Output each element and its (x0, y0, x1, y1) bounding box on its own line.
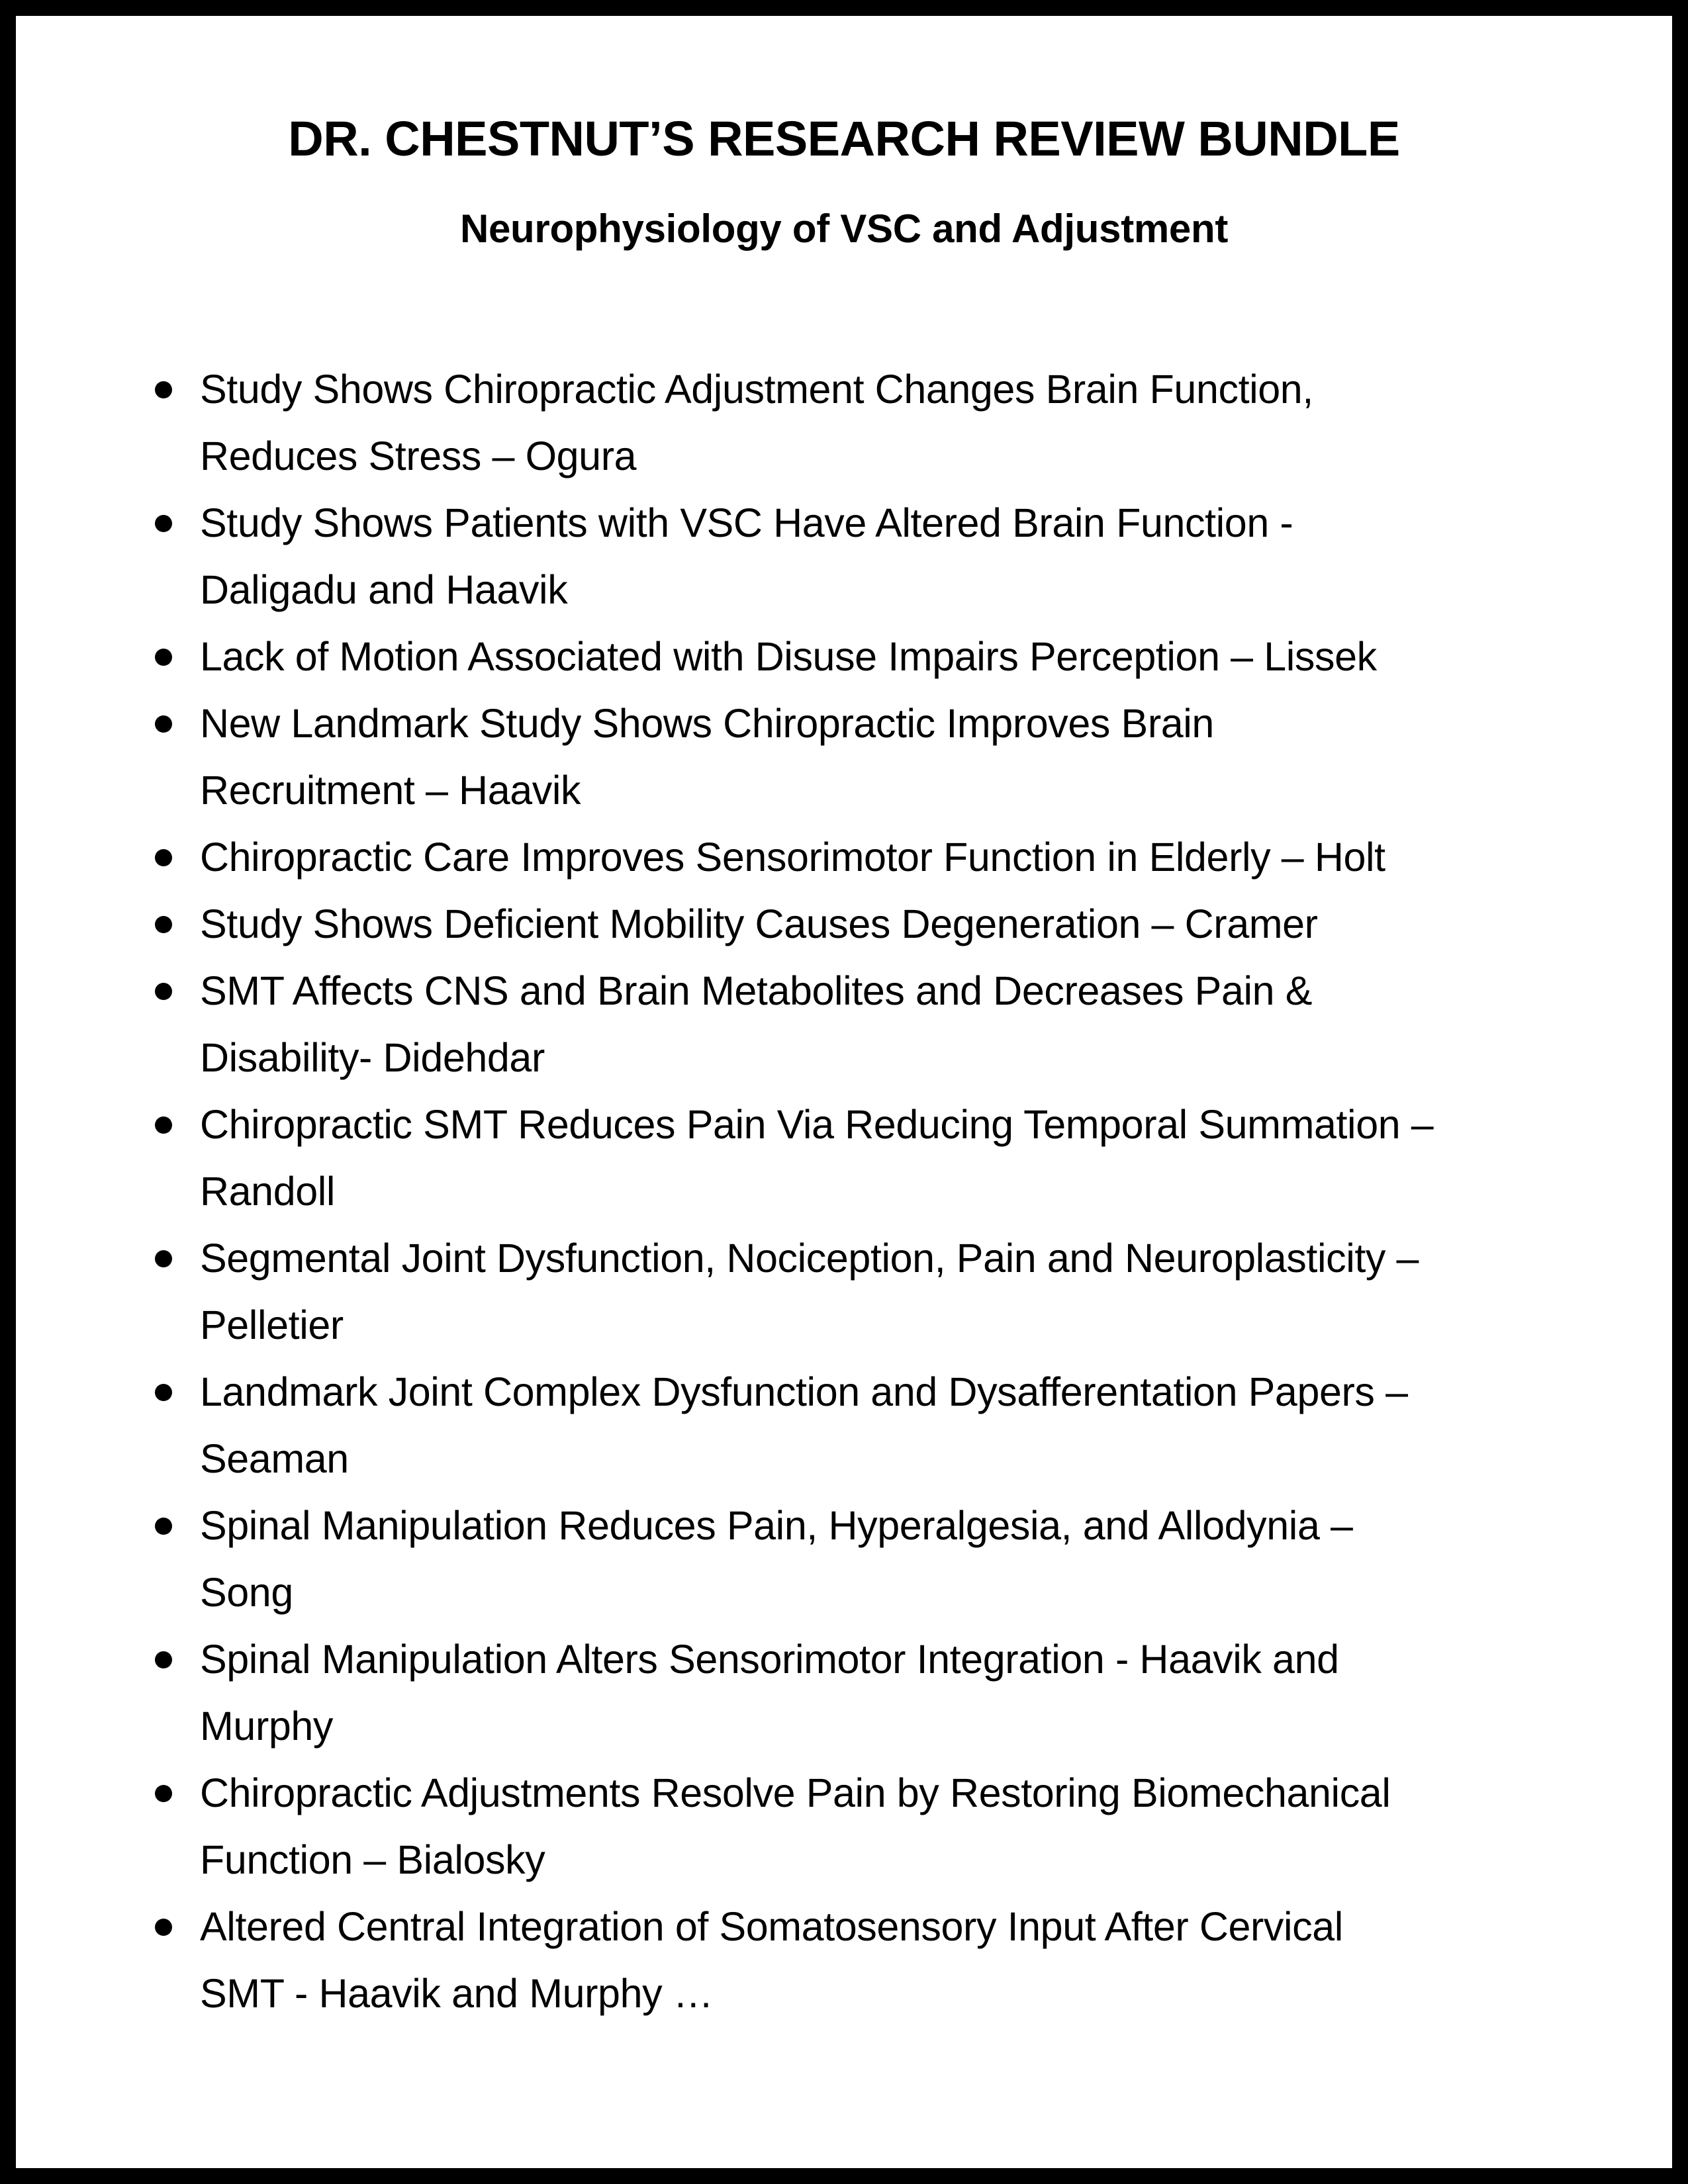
list-item (151, 1893, 1620, 2027)
list-item (151, 958, 1620, 1091)
list-item-text: Study Shows Deficient Mobility Causes Degeneration – Cramer (200, 901, 1318, 946)
list-item (151, 623, 1620, 690)
bullet-icon (155, 381, 172, 398)
bullet-icon (155, 515, 172, 532)
list-item-text: Study Shows Patients with VSC Have Altered Brain Function - (200, 500, 1293, 545)
list-item-text: SMT - Haavik and Murphy … (200, 1971, 714, 2016)
list-item-text: SMT Affects CNS and Brain Metabolites and Decreases Pain & (200, 968, 1313, 1013)
list-item (151, 1225, 1620, 1359)
research-list (151, 356, 1620, 2027)
list-item (151, 891, 1620, 958)
document-subtitle: Neurophysiology of VSC and Adjustment (459, 206, 1229, 251)
list-item-text: Chiropractic SMT Reduces Pain Via Reducing Temporal Summation – (200, 1102, 1434, 1147)
list-item (151, 690, 1620, 824)
list-item-text: Spinal Manipulation Reduces Pain, Hyperalgesia, and Allodynia – (200, 1503, 1353, 1548)
list-item (151, 1626, 1620, 1760)
list-item-text: Altered Central Integration of Somatosensory Input After Cervical (200, 1904, 1343, 1949)
list-item-text: Recruitment – Haavik (200, 768, 581, 813)
bullet-icon (155, 916, 172, 933)
bullet-icon (155, 849, 172, 866)
list-item-text: Chiropractic Care Improves Sensorimotor Function in Elderly – Holt (200, 835, 1385, 880)
list-item (151, 490, 1620, 623)
list-item-text: Randoll (200, 1169, 336, 1214)
bullet-icon (155, 1785, 172, 1802)
list-item-text: Chiropractic Adjustments Resolve Pain by Restoring Biomechanical (200, 1770, 1391, 1815)
list-item-text: Function – Bialosky (200, 1837, 545, 1882)
bullet-icon (155, 1651, 172, 1668)
list-item-text: Disability- Didehdar (200, 1035, 545, 1080)
list-item-text: Landmark Joint Complex Dysfunction and Dysafferentation Papers – (200, 1369, 1408, 1414)
list-item (151, 1091, 1620, 1225)
bullet-icon (155, 1250, 172, 1267)
bullet-icon (155, 649, 172, 666)
list-item-text: Reduces Stress – Ogura (200, 433, 637, 478)
bullet-icon (155, 1919, 172, 1936)
list-item-text: Daligadu and Haavik (200, 567, 568, 612)
list-item-text: Seaman (200, 1436, 349, 1481)
bullet-icon (155, 983, 172, 1000)
list-item-text: Murphy (200, 1704, 334, 1749)
bullet-icon (155, 1116, 172, 1134)
list-item-text: Spinal Manipulation Alters Sensorimotor Integration - Haavik and (200, 1637, 1339, 1682)
list-item (151, 824, 1620, 891)
list-item-text: Lack of Motion Associated with Disuse Impairs Perception – Lissek (200, 634, 1377, 679)
document-title: DR. CHESTNUT’S RESEARCH REVIEW BUNDLE (288, 111, 1400, 166)
list-item-text: Segmental Joint Dysfunction, Nociception, Pain and Neuroplasticity – (200, 1236, 1419, 1281)
bullet-icon (155, 1518, 172, 1535)
list-item-text: Pelletier (200, 1302, 344, 1347)
list-item (151, 1760, 1620, 1893)
list-item-text: Study Shows Chiropractic Adjustment Changes Brain Function, (200, 367, 1313, 412)
list-item (151, 1359, 1620, 1492)
list-item (151, 356, 1620, 490)
bullet-icon (155, 1384, 172, 1401)
list-item-text: New Landmark Study Shows Chiropractic Improves Brain (200, 701, 1214, 746)
list-item (151, 1492, 1620, 1626)
list-item-text: Song (200, 1570, 293, 1615)
bullet-icon (155, 715, 172, 733)
